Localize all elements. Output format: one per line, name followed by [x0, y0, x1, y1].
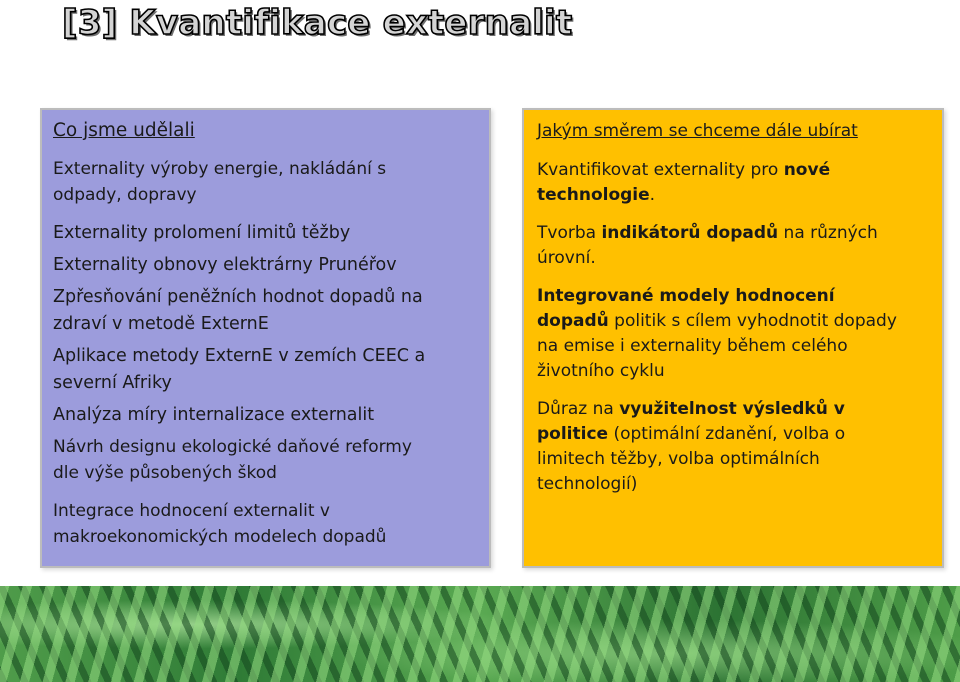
direction-item	[537, 221, 937, 271]
done-item: Integrace hodnocení externalit v makroekonomických modelech dopadů	[53, 501, 387, 547]
done-work-panel	[40, 108, 491, 568]
item-text: Tvorba	[537, 223, 602, 243]
item-text: Důraz na	[537, 399, 620, 419]
decorative-grass-footer	[0, 586, 960, 682]
direction-item	[537, 158, 937, 208]
emphasis-text: indikátorů dopadů	[601, 223, 779, 243]
item-text: na různých úrovní.	[537, 223, 878, 268]
direction-item	[537, 397, 937, 497]
direction-item	[537, 284, 937, 384]
emphasis-text: nové technologie	[537, 160, 831, 205]
done-item: Aplikace metody ExternE v zemích CEEC a severní Afriky	[53, 346, 426, 393]
emphasis-text: využitelnost výsledků v politice	[537, 399, 845, 444]
done-item: Návrh designu ekologické daňové reformy dle výše působených škod	[53, 437, 412, 483]
done-work-heading: Co jsme udělali	[53, 120, 195, 141]
done-item: Externality obnovy elektrárny Prunéřov	[53, 255, 397, 275]
emphasis-text: Integrované modely hodnocení dopadů	[537, 286, 835, 331]
done-item: Externality výroby energie, nakládání s odpady, dopravy	[53, 159, 387, 205]
future-direction-panel	[522, 108, 944, 568]
future-direction-heading: Jakým směrem se chceme dále ubírat	[537, 121, 858, 141]
done-item: Externality prolomení limitů těžby	[53, 223, 351, 243]
done-item: Zpřesňování peněžních hodnot dopadů na zdraví v metodě ExternE	[53, 287, 423, 334]
item-text: (optimální zdanění, volba o limitech těžby, volba optimálních technologií)	[537, 424, 846, 494]
item-text: Kvantifikovat externality pro	[537, 160, 784, 180]
item-text: politik s cílem vyhodnotit dopady na emise i externality během celého životního cyklu	[537, 311, 897, 381]
page-title: [3] Kvantifikace externalit	[62, 3, 573, 43]
item-text: .	[649, 185, 656, 205]
done-item: Analýza míry internalizace externalit	[53, 405, 375, 425]
